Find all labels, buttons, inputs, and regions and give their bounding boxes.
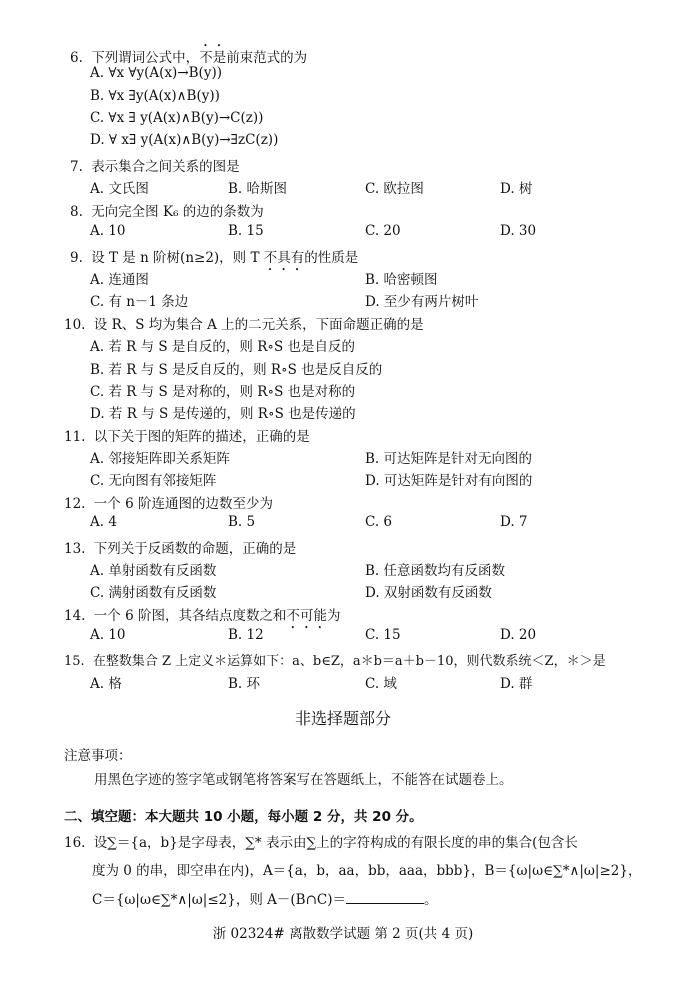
- stem-text: 表示集合之间关系的图是: [91, 159, 240, 175]
- stem-text: 无向完全图 K₆ 的边的条数为: [91, 204, 264, 220]
- answer-blank[interactable]: [346, 891, 424, 904]
- stem-text: C＝{ω|ω∈∑*∧|ω|≤2}，则 A－(B∩C)＝: [92, 892, 346, 908]
- stem-text: 为: [326, 608, 341, 624]
- option-b: B. 15: [228, 223, 264, 239]
- stem-text: 在整数集合 Z 上定义＊运算如下：a、b∈Z，a＊b＝a＋b－10，则代数系统＜Z，＊＞是: [92, 654, 606, 669]
- option-d: D. 30: [500, 223, 537, 239]
- emphasis-text: 不可能: [286, 608, 327, 624]
- option-d: D. 树: [500, 181, 533, 197]
- option-a: A. 10: [90, 627, 126, 643]
- option-a: A. 单射函数有反函数: [90, 563, 217, 579]
- stem-text: 前束范式的为: [226, 50, 308, 66]
- question-number: 15.: [64, 654, 85, 669]
- notice-text: 用黑色字迹的签字笔或钢笔将答案写在答题纸上，不能答在试题卷上。: [94, 772, 513, 788]
- option-b: B. 5: [228, 514, 256, 530]
- part2-heading: 二、填空题：本大题共 10 小题，每小题 2 分，共 20 分。: [64, 809, 423, 825]
- stem-text: 设∑＝{a，b}是字母表，∑* 表示由∑上的字符构成的有限长度的串的集合(包含长: [93, 835, 578, 851]
- stem-text: 设 T 是 n 阶树(n≥2)，则 T: [91, 250, 264, 266]
- option-b: B. 哈斯图: [228, 181, 288, 197]
- option-c: C. 若 R 与 S 是对称的，则 R∘S 也是对称的: [90, 384, 356, 400]
- option-c: C. 欧拉图: [365, 181, 424, 197]
- option-b: B. 环: [228, 676, 261, 692]
- option-a: A. 文氏图: [90, 181, 149, 197]
- option-c: C. ∀x ∃ y(A(x)∧B(y)→C(z)): [90, 110, 264, 126]
- question-number: 8.: [70, 204, 83, 220]
- question-number: 11.: [64, 429, 86, 445]
- notice-label: 注意事项：: [64, 748, 132, 764]
- option-c: C. 6: [365, 514, 393, 530]
- question-8-stem: [70, 200, 264, 220]
- section-title: 非选择题部分: [294, 709, 391, 728]
- question-6-stem: [70, 42, 307, 66]
- option-b: B. 任意函数均有反函数: [365, 563, 506, 579]
- emphasis-text: 不是: [199, 50, 227, 66]
- option-c: C. 无向图有邻接矩阵: [90, 473, 217, 489]
- stem-text: 一个 6 阶图，其各结点度数之和: [93, 608, 287, 624]
- question-16-line2: 度为 0 的串，即空串在内)，A＝{a，b，aa，bb，aaa，bbb}，B＝{ω|ω∈∑*∧|ω|≥2}，: [92, 863, 642, 879]
- stem-text: 的性质是: [304, 250, 359, 266]
- stem-text: 下列关于反函数的命题，正确的是: [93, 541, 297, 557]
- option-a: A. 4: [90, 514, 117, 530]
- option-a: A. 连通图: [90, 272, 149, 288]
- question-number: 6.: [70, 50, 83, 66]
- question-7-stem: [70, 155, 240, 175]
- stem-text: 下列谓词公式中，: [91, 50, 200, 66]
- option-a: A. 10: [90, 223, 126, 239]
- option-c: C. 满射函数有反函数: [90, 585, 217, 601]
- option-d: D. 20: [500, 627, 537, 643]
- question-number: 7.: [70, 159, 83, 175]
- option-b: B. 若 R 与 S 是反自反的，则 R∘S 也是反自反的: [90, 362, 383, 378]
- option-d: D. 至少有两片树叶: [365, 294, 479, 310]
- stem-text: 一个 6 阶连通图的边数至少为: [93, 496, 273, 512]
- option-a: A. 邻接矩阵即关系矩阵: [90, 451, 230, 467]
- option-c: C. 15: [365, 627, 401, 643]
- option-b: B. 12: [228, 627, 264, 643]
- question-16-line1: [64, 831, 578, 851]
- emphasis-text: 不具有: [263, 250, 305, 266]
- question-number: 16.: [64, 835, 86, 851]
- option-a: A. 若 R 与 S 是自反的，则 R∘S 也是自反的: [90, 339, 356, 355]
- option-d: D. 群: [500, 676, 533, 692]
- question-12-stem: [64, 492, 273, 512]
- question-11-stem: [64, 425, 310, 445]
- stem-text: 。: [423, 892, 438, 908]
- stem-text: 以下关于图的矩阵的描述，正确的是: [93, 429, 310, 445]
- option-c: C. 域: [365, 676, 397, 692]
- page-footer: 浙 02324# 离散数学试题 第 2 页(共 4 页): [212, 926, 474, 942]
- question-number: 13.: [64, 541, 86, 557]
- option-d: D. 若 R 与 S 是传递的，则 R∘S 也是传递的: [90, 406, 356, 422]
- option-b: B. ∀x ∃y(A(x)∧B(y)): [90, 88, 220, 104]
- option-c: C. 有 n－1 条边: [90, 294, 189, 310]
- question-15-stem: [64, 650, 606, 669]
- option-d: D. 可达矩阵是针对有向图的: [365, 473, 533, 489]
- question-number: 12.: [64, 496, 86, 512]
- question-number: 14.: [64, 608, 86, 624]
- option-d: D. 双射函数有反函数: [365, 585, 492, 601]
- question-number: 9.: [70, 250, 83, 266]
- option-a: A. ∀x ∀y(A(x)→B(y)): [90, 65, 222, 81]
- question-16-line3: [92, 888, 437, 908]
- question-number: 10.: [64, 317, 86, 333]
- stem-text: 设 R、S 均为集合 A 上的二元关系，下面命题正确的是: [93, 317, 424, 333]
- question-10-stem: [64, 313, 424, 333]
- option-d: D. ∀ x∃ y(A(x)∧B(y)→∃zC(z)): [90, 132, 279, 148]
- option-c: C. 20: [365, 223, 401, 239]
- option-b: B. 哈密顿图: [365, 272, 438, 288]
- option-a: A. 格: [90, 676, 122, 692]
- option-d: D. 7: [500, 514, 528, 530]
- option-b: B. 可达矩阵是针对无向图的: [365, 451, 533, 467]
- question-13-stem: [64, 537, 296, 557]
